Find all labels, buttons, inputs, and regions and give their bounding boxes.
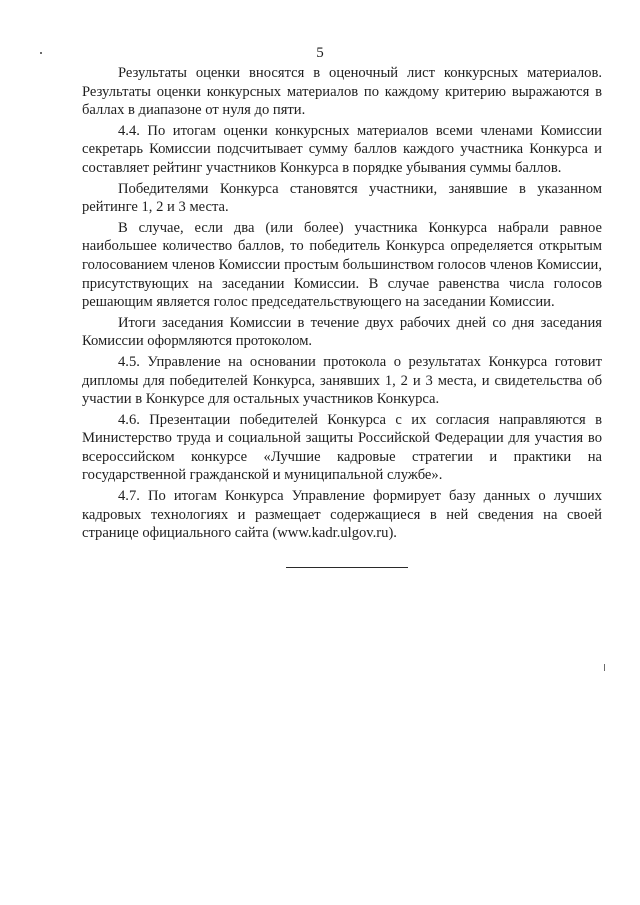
paragraph-4-7-database: 4.7. По итогам Конкурса Управление формирует базу данных о лучших кадровых технологиях и размещает содержащиеся в ней сведения на своей странице официального сайта (www.kadr.ulgov.ru).	[82, 488, 602, 542]
paragraph-evaluation-results: Результаты оценки вносятся в оценочный лист конкурсных материалов. Результаты оценки конкурсных материалов по каждому критерию выражаются в баллах в диапазоне от нуля до пяти.	[82, 65, 602, 119]
paragraph-tie-vote: В случае, если два (или более) участника Конкурса набрали равное наибольшее количество баллов, то победитель Конкурса определяется открытым голосованием членов Комиссии простым большинством голосов членов Комиссии, присутствующих на заседании Комиссии. В случае равенства числа голосов решающим является голос председательствующего на заседании Комиссии.	[82, 219, 602, 311]
document-body	[82, 64, 602, 543]
scan-speck	[40, 52, 42, 54]
page-number: 5	[316, 45, 324, 61]
scan-speck	[604, 664, 605, 671]
paragraph-winners: Победителями Конкурса становятся участники, занявшие в указанном рейтинге 1, 2 и 3 места.	[82, 180, 602, 216]
closing-divider	[286, 567, 408, 568]
paragraph-4-5-diplomas: 4.5. Управление на основании протокола о результатах Конкурса готовит дипломы для победителей Конкурса, занявших 1, 2 и 3 места, и свидетельства об участии в Конкурсе для остальных участников Конкурса.	[82, 353, 602, 408]
paragraph-protocol: Итоги заседания Комиссии в течение двух рабочих дней со дня заседания Комиссии оформляются протоколом.	[82, 314, 602, 350]
paragraph-4-6-presentations: 4.6. Презентации победителей Конкурса с их согласия направляются в Министерство труда и социальной защиты Российской Федерации для участия во всероссийском конкурсе «Лучшие кадровые стратегии и практики на государственной гражданской и муниципальной службе».	[82, 411, 602, 484]
paragraph-4-4-scoring: 4.4. По итогам оценки конкурсных материалов всеми членами Комиссии секретарь Комиссии подсчитывает сумму баллов каждого участника Конкурса и составляет рейтинг участников Конкурса в порядке убывания суммы баллов.	[82, 122, 602, 176]
